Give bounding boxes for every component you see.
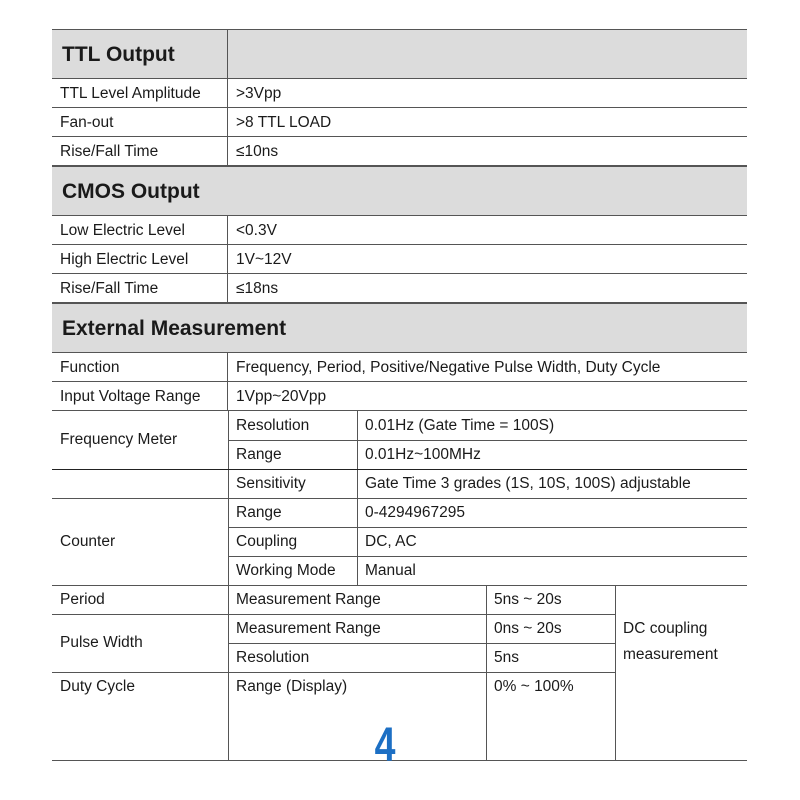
param-value: 5ns: [494, 649, 519, 666]
pulse-width-label: Pulse Width: [60, 634, 143, 651]
table-row: [52, 108, 747, 137]
param-label: Coupling: [236, 533, 298, 550]
param-value: 0.01Hz~100MHz: [365, 446, 481, 463]
note-line: DC coupling: [623, 620, 708, 637]
param-label: Range: [236, 504, 282, 521]
section-header-cmos: [52, 166, 747, 216]
param-value: 0ns ~ 20s: [494, 620, 562, 637]
row-value: ≤18ns: [236, 280, 279, 297]
row-label: Input Voltage Range: [52, 382, 228, 410]
table-row: [52, 216, 747, 245]
param-value: 0-4294967295: [365, 504, 465, 521]
param-label: Range: [236, 446, 282, 463]
section-header-ttl: [52, 29, 747, 79]
frequency-meter-label: Frequency Meter: [60, 431, 178, 448]
param-value: DC, AC: [365, 533, 417, 550]
section-title: TTL Output: [52, 30, 228, 78]
param-label: Measurement Range: [236, 591, 381, 608]
counter-label: Counter: [60, 533, 116, 550]
row-label: Low Electric Level: [52, 216, 228, 244]
param-label: Range (Display): [236, 678, 348, 695]
param-label: Measurement Range: [236, 620, 381, 637]
row-value: Frequency, Period, Positive/Negative Pulse Width, Duty Cycle: [236, 359, 661, 376]
row-value: >3Vpp: [236, 85, 282, 102]
param-value: Gate Time 3 grades (1S, 10S, 100S) adjustable: [365, 475, 691, 492]
param-value: 5ns ~ 20s: [494, 591, 562, 608]
row-value: >8 TTL LOAD: [236, 114, 332, 131]
row-label: TTL Level Amplitude: [52, 79, 228, 107]
section-header-external: [52, 303, 747, 353]
table-row: [52, 274, 747, 303]
param-value: Manual: [365, 562, 416, 579]
note-line: measurement: [623, 646, 718, 663]
table-row: [52, 137, 747, 166]
section-title: External Measurement: [62, 317, 287, 340]
row-label: Function: [52, 353, 228, 381]
row-label: Fan-out: [52, 108, 228, 136]
row-label: Rise/Fall Time: [52, 137, 228, 165]
row-label: High Electric Level: [52, 245, 228, 273]
page-number: 4: [374, 719, 396, 772]
period-label: Period: [60, 591, 105, 608]
param-value: 0% ~ 100%: [494, 678, 574, 695]
section-title: CMOS Output: [62, 180, 200, 203]
param-value: 0.01Hz (Gate Time = 100S): [365, 417, 555, 434]
param-label: Sensitivity: [236, 475, 306, 492]
param-label: Resolution: [236, 649, 310, 666]
table-row: [52, 79, 747, 108]
row-value: 1V~12V: [236, 251, 292, 268]
table-row: [52, 382, 747, 411]
param-label: Working Mode: [236, 562, 336, 579]
spec-table: [52, 29, 747, 761]
row-value: <0.3V: [236, 222, 277, 239]
row-label: Rise/Fall Time: [52, 274, 228, 302]
row-value: ≤10ns: [236, 143, 279, 160]
param-label: Resolution: [236, 417, 310, 434]
table-row: [52, 353, 747, 382]
measurement-grid: [52, 411, 747, 761]
table-row: [52, 245, 747, 274]
duty-cycle-label: Duty Cycle: [60, 678, 135, 695]
row-value: 1Vpp~20Vpp: [236, 388, 327, 405]
coupling-note: [615, 616, 718, 668]
